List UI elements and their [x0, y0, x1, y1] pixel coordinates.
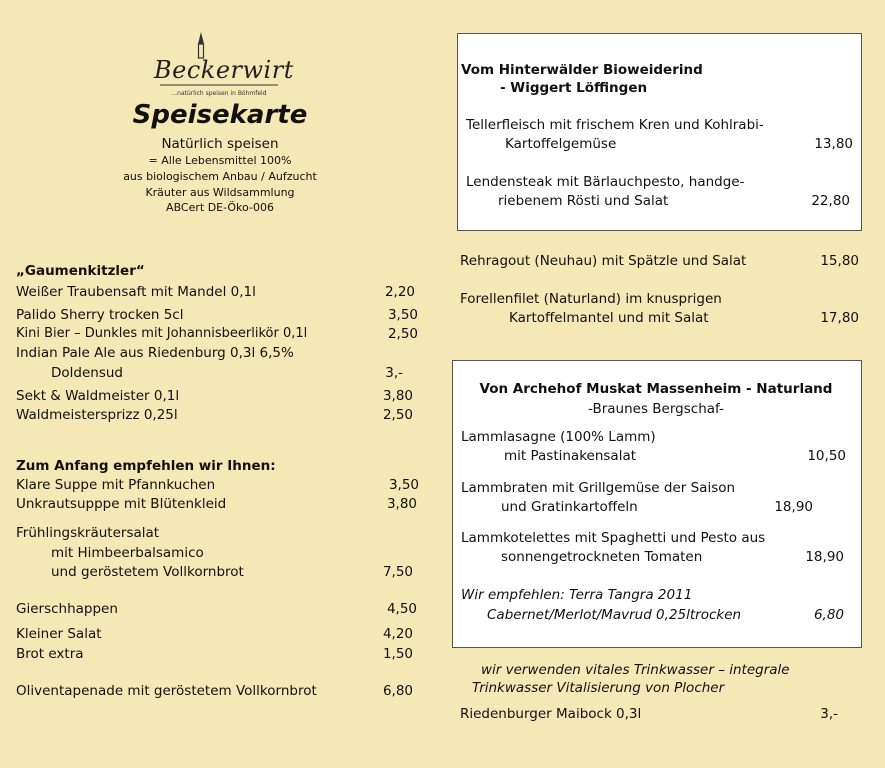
menu-item-name: Klare Suppe mit Pfannkuchen — [16, 477, 216, 493]
box-subheading: - Wiggert Löffingen — [500, 80, 648, 96]
menu-item-name: Palido Sherry trocken 5cl — [16, 307, 184, 323]
section-heading-zum-anfang: Zum Anfang empfehlen wir Ihnen: — [16, 458, 276, 474]
menu-item-price: 2,20 — [384, 284, 415, 300]
menu-item-name: Lammkotelettes mit Spaghetti und Pesto aus — [461, 530, 766, 546]
box-heading: Von Archehof Muskat Massenheim - Naturland — [479, 381, 833, 397]
logo-name: Beckerwirt — [154, 56, 294, 84]
menu-item-price: 2,50 — [387, 326, 418, 342]
menu-item-price: 3,50 — [387, 307, 418, 323]
intro-line: = Alle Lebensmittel 100% — [148, 154, 292, 167]
page-title: Speisekarte — [132, 100, 308, 130]
menu-item-name: Tellerfleisch mit frischem Kren und Kohlrabi- — [466, 117, 764, 133]
archehof-box — [452, 360, 862, 648]
bioweiderind-box — [457, 33, 862, 231]
menu-item-name-cont: mit Himbeerbalsamico — [51, 545, 204, 561]
menu-item-name: Forellenfilet (Naturland) im knusprigen — [460, 291, 722, 307]
menu-item-price: 7,50 — [382, 564, 413, 580]
menu-item-name: Lammlasagne (100% Lamm) — [461, 429, 656, 445]
menu-item-price: 1,50 — [382, 646, 413, 662]
menu-item-name: Riedenburger Maibock 0,3l — [460, 706, 642, 722]
menu-item-name-cont: riebenem Rösti und Salat — [498, 193, 669, 209]
menu-item-price: 17,80 — [820, 310, 859, 326]
menu-item-price: 3,80 — [386, 496, 417, 512]
menu-item-price: 6,80 — [382, 683, 413, 699]
menu-item-price: 10,50 — [807, 448, 846, 464]
menu-item-name: Weißer Traubensaft mit Mandel 0,1l — [16, 284, 256, 300]
menu-item-name: Waldmeistersprizz 0,25l — [16, 407, 178, 423]
menu-item-price: 13,80 — [814, 136, 853, 152]
menu-item-name-cont: Kartoffelmantel und mit Salat — [509, 310, 709, 326]
menu-item-price: 15,80 — [820, 253, 859, 269]
menu-item-name-cont: Kartoffelgemüse — [505, 136, 617, 152]
menu-item-price: 18,90 — [805, 549, 844, 565]
menu-item-price: 3,- — [385, 365, 403, 381]
menu-item-price: 3,80 — [382, 388, 413, 404]
menu-item-price: 4,50 — [386, 601, 417, 617]
intro-line: Kräuter aus Wildsammlung — [145, 185, 295, 199]
menu-item-name: Lammbraten mit Grillgemüse der Saison — [461, 480, 736, 496]
intro-line: ABCert DE-Öko-006 — [166, 201, 274, 215]
box-heading: Vom Hinterwälder Bioweiderind — [461, 62, 703, 78]
menu-item-price: 2,50 — [382, 407, 413, 423]
menu-item-name: Unkrautsupppe mit Blütenkleid — [16, 496, 227, 512]
menu-item-name: Kini Bier – Dunkles mit Johannisbeerlikör 0,1l — [16, 326, 308, 341]
menu-item-name: Frühlingskräutersalat — [16, 525, 160, 541]
page-subtitle: Natürlich speisen — [161, 136, 279, 152]
menu-item-name-cont: und Gratinkartoffeln — [501, 499, 638, 515]
menu-item-name: Rehragout (Neuhau) mit Spätzle und Salat — [460, 253, 747, 269]
logo-tagline: ...natürlich speisen in Böhmfeld — [171, 90, 267, 97]
menu-item-name: Lendensteak mit Bärlauchpesto, handge- — [466, 174, 745, 190]
menu-item-name: Oliventapenade mit geröstetem Vollkornbrot — [16, 683, 317, 699]
intro-text — [60, 153, 380, 216]
menu-item-price: 22,80 — [811, 193, 850, 209]
menu-item-name-cont: sonnengetrockneten Tomaten — [501, 549, 703, 565]
section-heading-gaumenkitzler: „Gaumenkitzler“ — [16, 263, 145, 279]
menu-item-name-cont: Doldensud — [51, 365, 123, 381]
menu-item-name-cont: mit Pastinakensalat — [504, 448, 637, 464]
menu-item-price: 18,90 — [774, 499, 813, 515]
wine-name: Cabernet/Merlot/Mavrud 0,25ltrocken — [487, 607, 742, 623]
menu-item-price: 3,50 — [388, 477, 419, 493]
intro-line: aus biologischem Anbau / Aufzucht — [123, 169, 317, 183]
menu-item-name-cont: und geröstetem Vollkornbrot — [51, 564, 244, 580]
water-note-cont: Trinkwasser Vitalisierung von Plocher — [472, 680, 725, 696]
box-subheading: -Braunes Bergschaf- — [588, 401, 724, 417]
menu-item-price: 3,- — [820, 706, 838, 722]
menu-item-name: Gierschhappen — [16, 601, 118, 617]
water-note: wir verwenden vitales Trinkwasser – integrale — [481, 662, 790, 678]
menu-item-name: Kleiner Salat — [16, 626, 102, 642]
menu-item-price: 4,20 — [382, 626, 413, 642]
wine-recommendation: Wir empfehlen: Terra Tangra 2011 — [461, 587, 693, 603]
menu-item-name: Indian Pale Ale aus Riedenburg 0,3l 6,5% — [16, 345, 294, 361]
menu-item-name: Brot extra — [16, 646, 84, 662]
wine-price: 6,80 — [813, 607, 844, 623]
beckerwirt-logo — [150, 30, 294, 102]
menu-item-name: Sekt & Waldmeister 0,1l — [16, 388, 180, 404]
